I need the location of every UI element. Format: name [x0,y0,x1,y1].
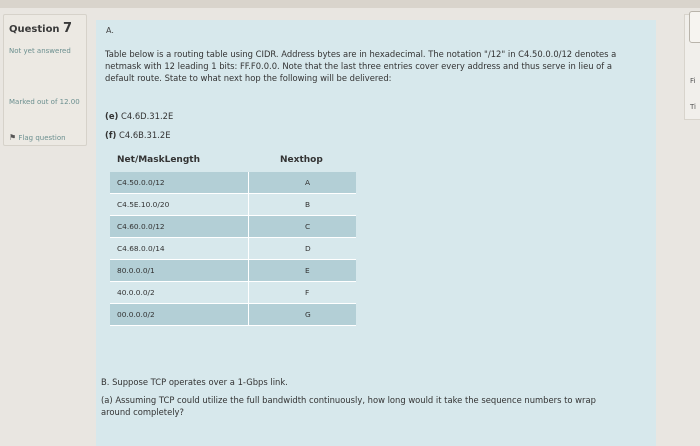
question-item-e: (e) C4.6D.31.2E [105,111,174,121]
cell-nexthop: D [305,244,311,253]
cell-net: C4.50.0.0/12 [117,178,165,187]
question-info-panel [3,14,87,146]
cell-net: C4.68.0.0/14 [117,244,165,253]
cell-nexthop: C [305,222,311,231]
question-content [96,20,656,446]
right-panel-label: Ti [690,103,697,111]
cell-net: 00.0.0.0/2 [117,310,155,319]
question-marks: Marked out of 12.00 [9,98,80,106]
table-row [110,282,356,304]
question-status: Not yet answered [9,47,71,55]
right-panel-label: Fi [690,77,696,85]
cell-nexthop: G [305,310,311,319]
top-bar [0,0,700,8]
right-side-panel [684,14,700,120]
cell-net: 40.0.0.0/2 [117,288,155,297]
cell-nexthop: B [305,200,311,209]
cell-net: 80.0.0.0/1 [117,266,155,275]
table-header [110,150,356,172]
flag-icon: ⚑ [9,133,17,142]
question-item-f: (f) C4.6B.31.2E [105,130,171,140]
table-row [110,172,356,194]
table-row [110,304,356,326]
question-number: Question 7 [9,21,73,36]
part-b-label: B. Suppose TCP operates over a 1-Gbps link. [101,377,288,387]
table-row [110,238,356,260]
column-header-net: Net/MaskLength [117,155,200,165]
column-header-nexthop: Nexthop [280,155,323,165]
side-button[interactable] [689,11,700,43]
part-a-label: A. [106,26,114,35]
table-row [110,216,356,238]
question-intro: Table below is a routing table using CIDR. Address bytes are in hexadecimal. The notation "/12" in C4.50.0.0/12 denotes a netmask with 12 leading 1 bits: FF.F0.0.0. Note that the last three entries cover every address and thus serve in lieu of a default route. State to what next hop the following will be delivered: [105,49,617,83]
cell-nexthop: E [305,266,310,275]
cell-net: C4.60.0.0/12 [117,222,165,231]
cell-nexthop: A [305,178,311,187]
part-b-question: (a) Assuming TCP could utilize the full bandwidth continuously, how long would it take the sequence numbers to wrap around completely? [101,395,596,417]
cell-net: C4.5E.10.0/20 [117,200,170,209]
table-row [110,194,356,216]
column-divider [248,172,249,326]
table-row [110,260,356,282]
cell-nexthop: F [305,288,310,297]
flag-question-link[interactable]: ⚑ Flag question [9,133,66,142]
